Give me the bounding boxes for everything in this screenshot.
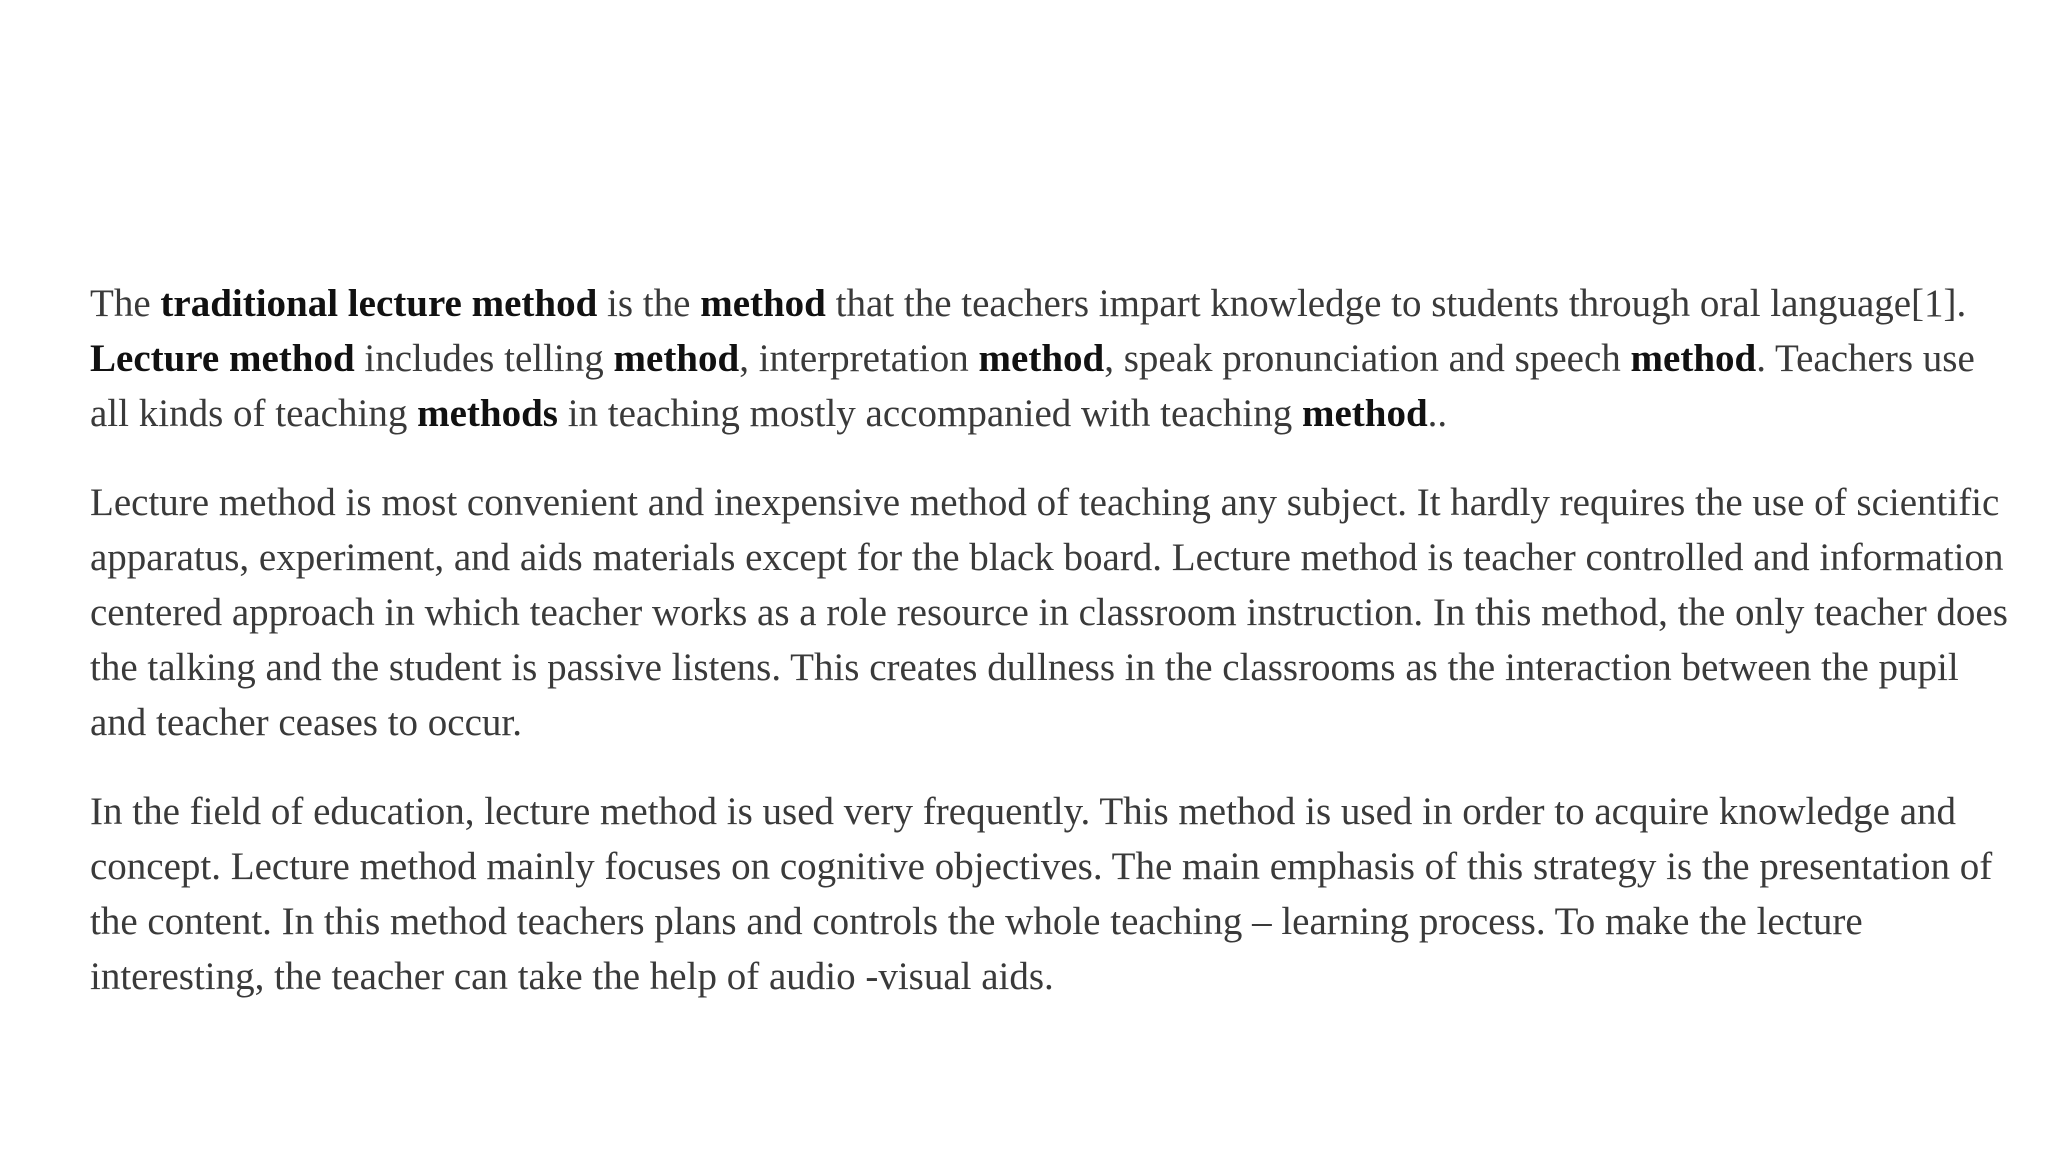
paragraph-3 — [90, 784, 2010, 1004]
paragraph-2 — [90, 475, 2010, 750]
bold-term: method — [1301, 392, 1428, 435]
bold-term: traditional lecture method — [160, 282, 598, 325]
text-segment: in teaching mostly accompanied with teaching — [557, 392, 1302, 435]
slide-body — [90, 276, 2010, 1038]
text-segment: includes telling — [354, 337, 614, 380]
text-segment: , interpretation — [739, 337, 979, 380]
text-segment: In the field of education, lecture method is used very frequently. This method is used in order to acquire knowledge and concept. Lecture method mainly focuses on cognitive objectives. The main emphasis of this strategy is the presentation of the content. In this method teachers plans and controls the whole teaching – learning process. To make the lecture interesting, the teacher can take the help of audio -visual aids. — [90, 790, 1993, 998]
text-segment: .. — [1427, 392, 1448, 435]
bold-term: method — [700, 282, 826, 325]
text-segment: . Teachers use all kinds of teaching — [90, 337, 1975, 435]
text-segment: Lecture method is most convenient and inexpensive method of teaching any subject. It hardly requires the use of scientific apparatus, experiment, and aids materials except for the black board. Lecture method is teacher controlled and information centered approach in which teacher works as a role resource in classroom instruction. In this method, the only teacher does the talking and the student is passive listens. This creates dullness in the classrooms as the interaction between the pupil and teacher ceases to occur. — [90, 481, 2008, 744]
bold-term: method — [1630, 337, 1757, 380]
bold-term: method — [613, 337, 740, 380]
paragraph-1 — [90, 276, 2010, 441]
text-segment: The — [90, 282, 161, 325]
bold-term: methods — [417, 392, 558, 435]
text-segment: that the teachers impart knowledge to students through oral language[1]. — [825, 282, 1967, 325]
text-segment: , speak pronunciation and speech — [1104, 337, 1631, 380]
text-segment: is the — [597, 282, 701, 325]
bold-term: method — [978, 337, 1105, 380]
bold-term: Lecture method — [90, 337, 355, 380]
